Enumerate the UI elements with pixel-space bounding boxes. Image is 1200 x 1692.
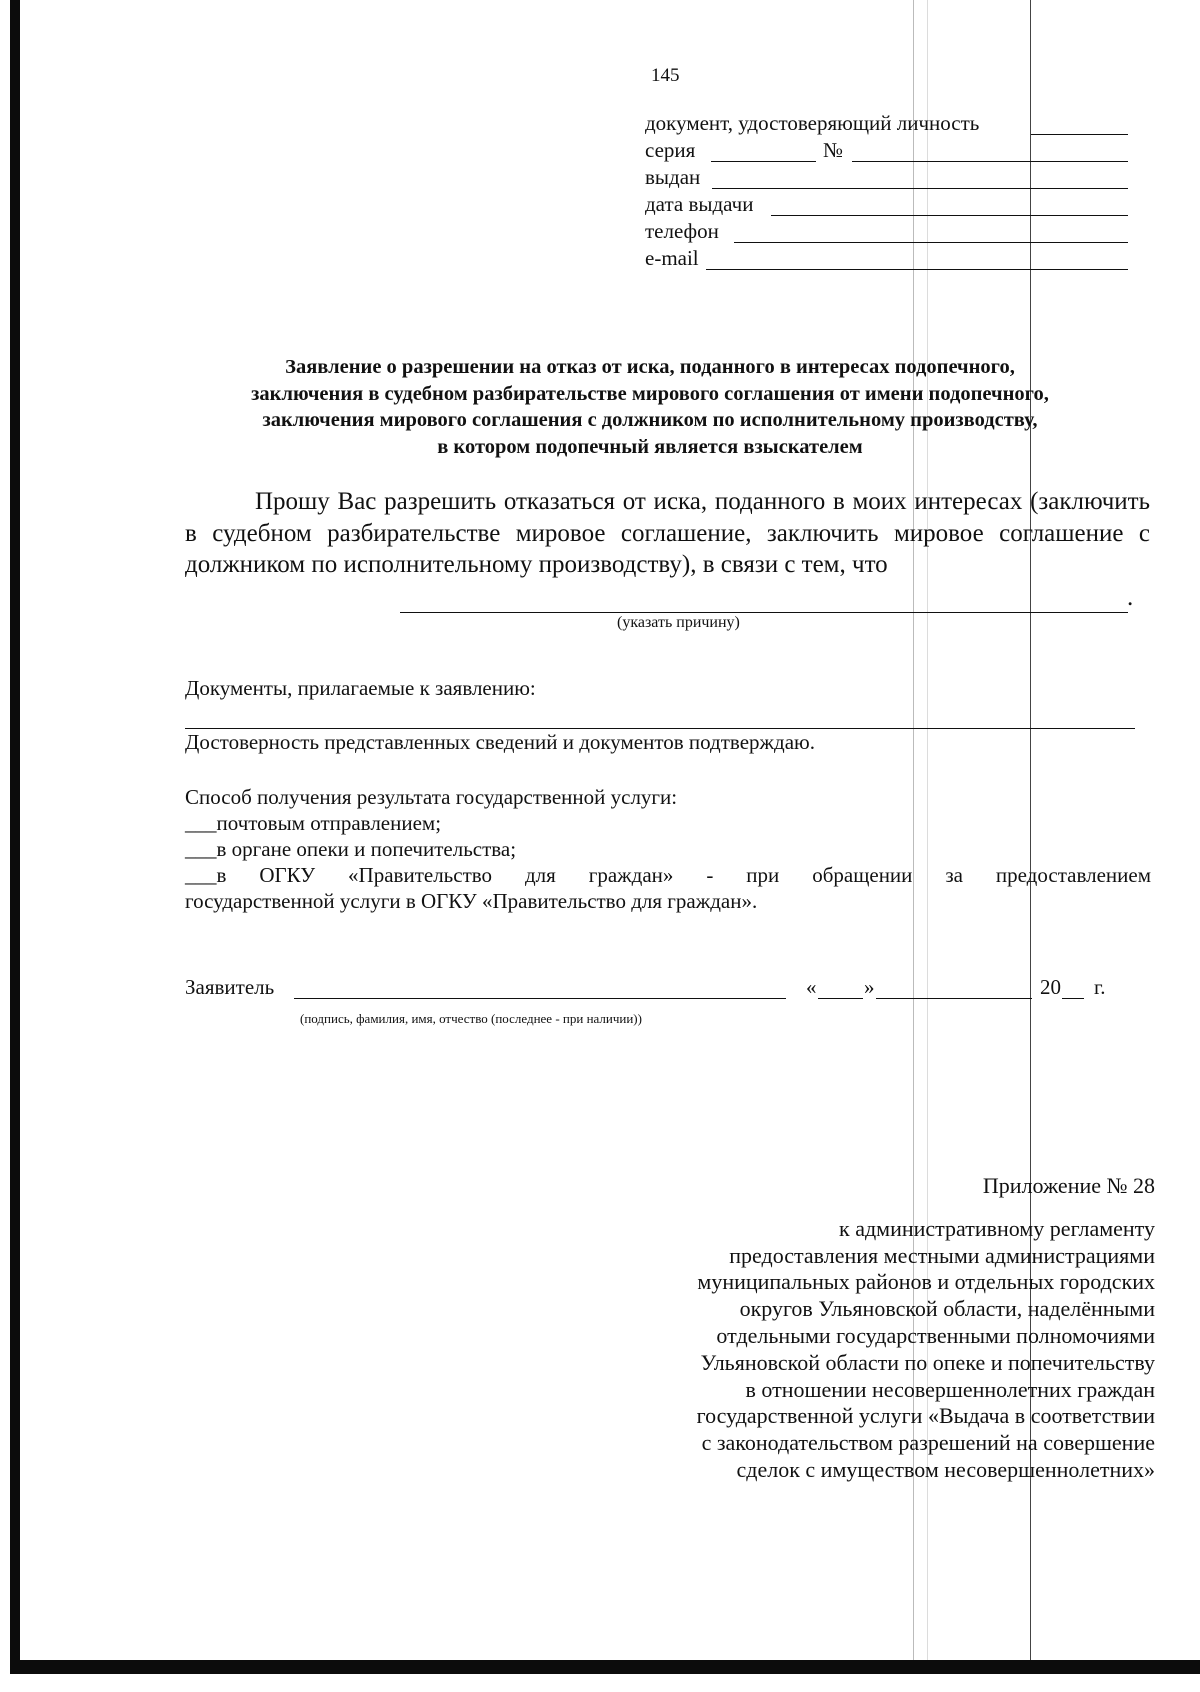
signature-line — [294, 998, 786, 999]
year-suffix: г. — [1094, 975, 1106, 999]
title-line: заключения в судебном разбирательстве мирового соглашения от имени подопечного, — [251, 382, 1049, 405]
appendix-line: в отношении несовершеннолетних граждан — [745, 1376, 1155, 1402]
year-prefix: 20 — [1040, 975, 1061, 999]
application-title — [150, 354, 1150, 460]
scan-left-edge — [10, 0, 20, 1672]
appendix-line: государственной услуги «Выдача в соответствии — [696, 1403, 1155, 1429]
field-email-line — [706, 269, 1128, 270]
date-month-line — [876, 998, 1032, 999]
field-issued-line — [712, 188, 1128, 189]
signature-hint: (подпись, фамилия, имя, отчество (последнее - при наличии)) — [300, 1011, 642, 1026]
reason-hint: (указать причину) — [617, 614, 740, 631]
confirmation-text: Достоверность представленных сведений и документов подтверждаю. — [185, 730, 815, 754]
field-phone-label: телефон — [645, 219, 719, 243]
field-email-label: e-mail — [645, 246, 699, 270]
field-series-line — [711, 161, 816, 162]
year-line — [1062, 998, 1084, 999]
delivery-option-ogku: ___в ОГКУ «Правительство для граждан» - при обращении за предоставлением — [185, 863, 1151, 887]
appendix-line: с законодательством разрешений на совершение — [701, 1430, 1155, 1456]
title-line: в котором подопечный является взыскателем — [437, 435, 863, 458]
delivery-method-label: Способ получения результата государственной услуги: — [185, 785, 678, 809]
reason-line — [400, 612, 1128, 613]
scan-bottom-edge — [10, 1660, 1200, 1674]
title-line: Заявление о разрешении на отказ от иска, поданного в интересах подопечного, — [285, 356, 1015, 378]
appendix-line: предоставления местными администрациями — [729, 1242, 1155, 1268]
appendix-line: отдельными государственными полномочиями — [716, 1322, 1155, 1348]
field-series-label: серия — [645, 138, 696, 162]
date-close-quote: » — [864, 975, 875, 999]
field-issued-label: выдан — [645, 165, 701, 189]
request-paragraph: Прошу Вас разрешить отказаться от иска, поданного в моих интересах (заключить в судебном разбирательстве мировое соглашение, заключить мировое соглашение с должником по исполнительному производству), в связи с тем, что — [185, 488, 1150, 578]
delivery-option-mail: ___почтовым отправлением; — [185, 811, 442, 835]
field-id-document-line — [1031, 134, 1128, 135]
appendix-line: к административному регламенту — [839, 1215, 1155, 1241]
page-number: 145 — [651, 65, 680, 86]
title-line: заключения мирового соглашения с должником по исполнительному производству, — [262, 409, 1038, 431]
field-issue-date-label: дата выдачи — [645, 192, 754, 216]
delivery-method-block — [185, 784, 1151, 914]
appendix-line: муниципальных районов и отдельных городских — [697, 1269, 1155, 1295]
appendix-line: сделок с имуществом несовершеннолетних» — [736, 1456, 1155, 1482]
appendix-line: округов Ульяновской области, наделёнными — [739, 1296, 1155, 1322]
reason-end-mark: . — [1127, 584, 1134, 611]
field-id-document-label: документ, удостоверяющий личность — [645, 111, 980, 135]
date-open-quote: « — [806, 975, 817, 999]
delivery-option-guardianship: ___в органе опеки и попечительства; — [185, 837, 517, 861]
documents-label: Документы, прилагаемые к заявлению: — [185, 676, 536, 700]
field-phone-line — [734, 242, 1128, 243]
field-number-line — [852, 161, 1128, 162]
appendix-block — [697, 1173, 1155, 1484]
applicant-label: Заявитель — [185, 975, 275, 999]
appendix-line: Ульяновской области по опеке и попечительству — [700, 1349, 1155, 1375]
field-number-label: № — [823, 138, 844, 162]
appendix-label: Приложение № 28 — [982, 1173, 1155, 1198]
date-day-line — [818, 998, 863, 999]
delivery-option-ogku-continuation: государственной услуги в ОГКУ «Правительство для граждан». — [185, 889, 758, 913]
field-issue-date-line — [771, 215, 1128, 216]
